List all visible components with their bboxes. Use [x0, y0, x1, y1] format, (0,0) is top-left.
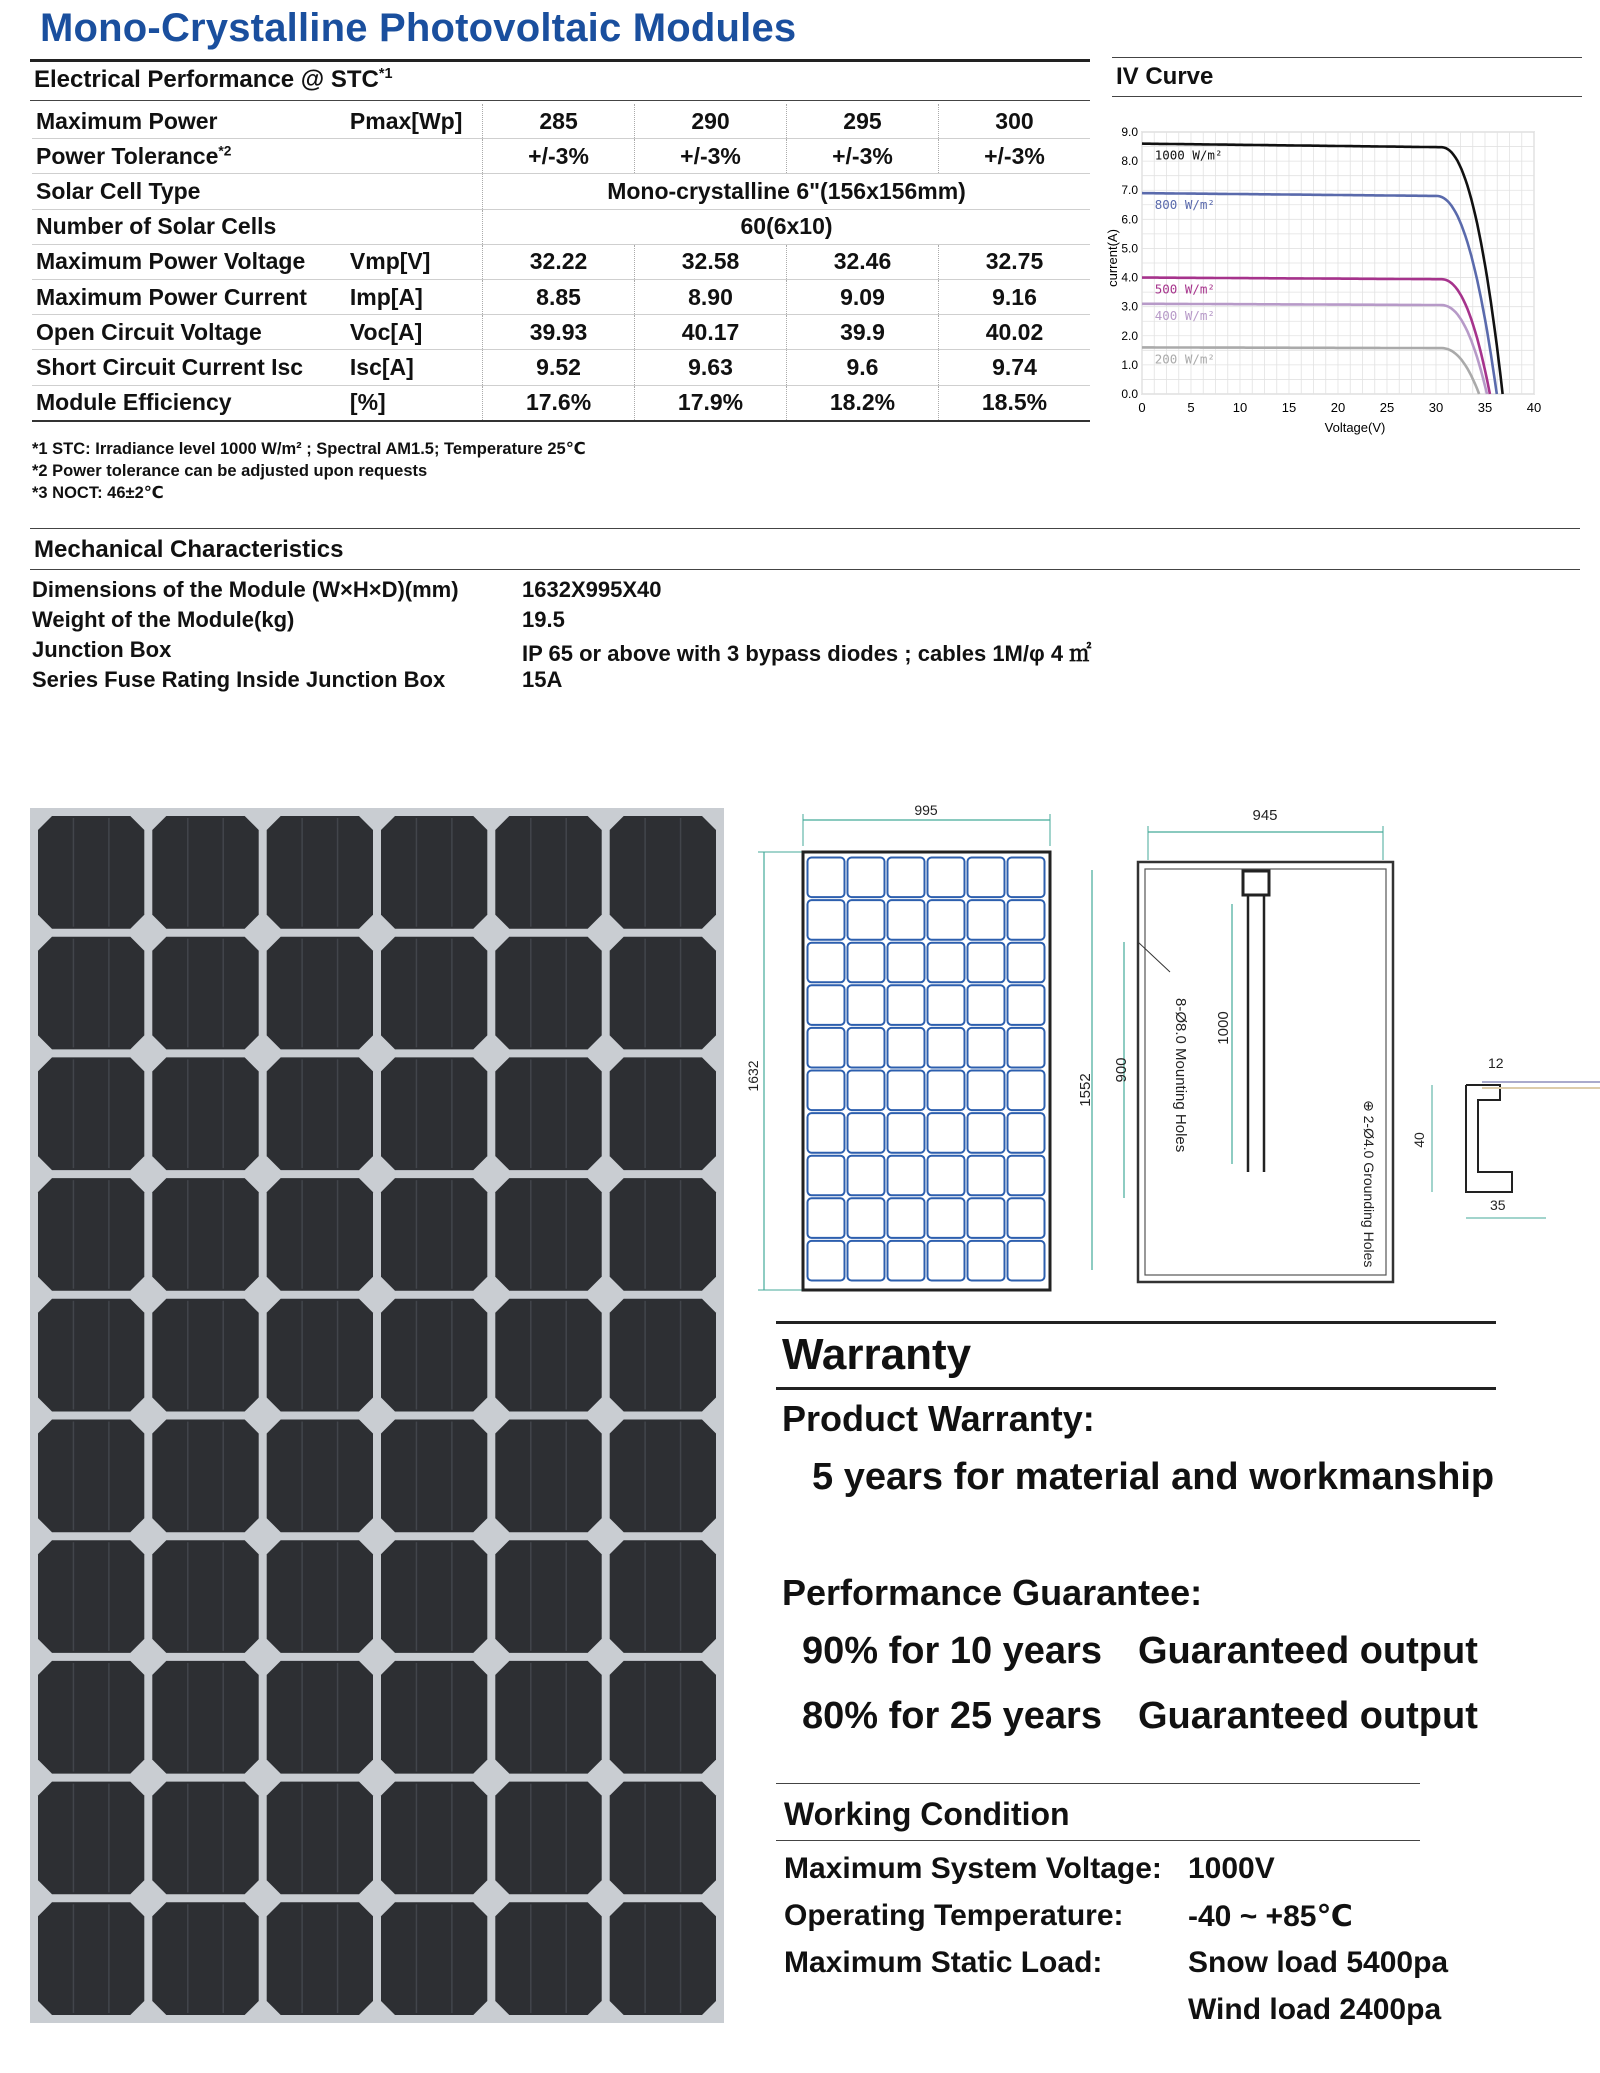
drawing-cell — [968, 1198, 1005, 1238]
panel-cell — [610, 1661, 716, 1774]
drawing-cell — [848, 900, 885, 940]
drawing-cell — [808, 900, 845, 940]
panel-cell — [381, 1902, 487, 2015]
mech-value-dimensions: 1632X995X40 — [522, 577, 662, 602]
panel-cell — [267, 1782, 373, 1895]
panel-cell — [267, 1661, 373, 1774]
front-height-label: 1632 — [745, 1060, 761, 1092]
panel-cell — [38, 1902, 144, 2015]
drawing-cell — [928, 1028, 965, 1068]
table-cell: 40.17 — [635, 315, 787, 350]
mech-label-fuse: Series Fuse Rating Inside Junction Box — [32, 667, 446, 692]
y-tick-label: 4.0 — [1121, 270, 1138, 285]
drawing-cell — [968, 1156, 1005, 1196]
drawing-cell — [928, 900, 965, 940]
working-label-temperature: Operating Temperature: — [784, 1899, 1124, 1932]
series-label: 500 W/m² — [1154, 281, 1215, 297]
panel-cell — [495, 937, 601, 1050]
panel-cell — [495, 1057, 601, 1170]
panel-cell — [381, 1782, 487, 1895]
table-cell: +/-3% — [787, 139, 939, 174]
row-label: Solar Cell Type — [32, 174, 346, 209]
panel-cell — [381, 1540, 487, 1653]
section-rule — [776, 1321, 1496, 1324]
rear-width-label: 945 — [1252, 807, 1278, 824]
x-tick-label: 25 — [1379, 400, 1395, 415]
table-cell: 9.09 — [787, 279, 939, 314]
drawing-cell — [848, 1241, 885, 1281]
table-cell: 290 — [635, 104, 787, 139]
drawing-cell — [808, 1198, 845, 1238]
panel-cell — [152, 937, 258, 1050]
hole-spacing-label: 900 — [1113, 1057, 1130, 1083]
row-unit: Vmp[V] — [346, 244, 483, 279]
row-label: Maximum Power Voltage — [32, 244, 346, 279]
panel-cell — [152, 1057, 258, 1170]
y-tick-label: 7.0 — [1121, 183, 1138, 198]
row-span-value: 60(6x10) — [483, 209, 1090, 244]
panel-cell — [610, 937, 716, 1050]
drawing-cell — [1008, 1198, 1045, 1238]
performance-text-25: Guaranteed output — [1138, 1695, 1478, 1737]
mech-value-junction: IP 65 or above with 3 bypass diodes ; cables 1M/φ 4 ㎡ — [522, 641, 1092, 666]
x-tick-label: 20 — [1330, 400, 1346, 415]
drawing-cell — [808, 1071, 845, 1111]
panel-cell — [267, 1178, 373, 1291]
note-3: *3 NOCT: 46±2℃ — [32, 484, 164, 502]
drawing-cell — [928, 858, 965, 898]
drawing-cell — [888, 900, 925, 940]
drawing-cell — [968, 985, 1005, 1025]
drawing-cell — [1008, 900, 1045, 940]
module-drawings — [740, 800, 1600, 1310]
drawing-cell — [928, 1156, 965, 1196]
panel-cell — [267, 1299, 373, 1412]
iv-curve-heading: IV Curve — [1116, 63, 1214, 90]
panel-cell — [495, 1420, 601, 1533]
table-cell: +/-3% — [635, 139, 787, 174]
panel-cell — [381, 937, 487, 1050]
performance-text-10: Guaranteed output — [1138, 1630, 1478, 1672]
panel-cell — [38, 1178, 144, 1291]
section-rule — [30, 59, 1090, 62]
table-cell: 18.5% — [938, 385, 1090, 421]
working-value-wind-load: Wind load 2400pa — [1188, 1993, 1442, 2026]
table-row — [32, 174, 1090, 209]
y-tick-label: 3.0 — [1121, 299, 1138, 314]
drawing-cell — [848, 1028, 885, 1068]
drawing-cell — [928, 985, 965, 1025]
table-cell: +/-3% — [483, 139, 635, 174]
table-cell: 40.02 — [938, 315, 1090, 350]
grounding-holes-label: ⊕ 2-Ø4.0 Grounding Holes — [1361, 1100, 1377, 1268]
drawing-cell — [1008, 1156, 1045, 1196]
x-tick-label: 40 — [1526, 400, 1542, 415]
drawing-cell — [808, 985, 845, 1025]
drawing-cell — [928, 1071, 965, 1111]
mech-label-junction: Junction Box — [32, 637, 172, 662]
panel-cell — [152, 816, 258, 929]
page-title: Mono-Crystalline Photovoltaic Modules — [40, 6, 797, 50]
drawing-cell — [968, 858, 1005, 898]
mech-value-weight: 19.5 — [522, 607, 565, 632]
series-label: 400 W/m² — [1154, 307, 1215, 323]
table-row — [32, 209, 1090, 244]
panel-cell — [495, 1782, 601, 1895]
panel-cell — [38, 1782, 144, 1895]
drawing-cell — [808, 1156, 845, 1196]
y-tick-label: 5.0 — [1121, 241, 1138, 256]
section-rule — [30, 528, 1580, 529]
panel-cell — [495, 816, 601, 929]
row-label: Maximum Power Current — [32, 279, 346, 314]
table-cell: 39.9 — [787, 315, 939, 350]
electrical-table — [32, 104, 1090, 422]
y-tick-label: 2.0 — [1121, 328, 1138, 343]
drawing-cell — [888, 858, 925, 898]
drawing-cell — [1008, 1113, 1045, 1153]
row-label: Power Tolerance$^{*2}$ — [32, 139, 346, 174]
y-tick-label: 0.0 — [1121, 387, 1138, 401]
drawing-cell — [888, 1156, 925, 1196]
table-row — [32, 350, 1090, 385]
drawing-cell — [888, 943, 925, 983]
table-cell: 32.75 — [938, 244, 1090, 279]
panel-cell — [495, 1661, 601, 1774]
x-tick-label: 0 — [1138, 400, 1146, 415]
drawing-cell — [848, 1113, 885, 1153]
drawing-cell — [888, 1198, 925, 1238]
panel-cell — [38, 1299, 144, 1412]
row-unit: Imp[A] — [346, 279, 483, 314]
rear-view-drawing — [1077, 807, 1393, 1282]
mech-label-weight: Weight of the Module(kg) — [32, 607, 295, 632]
solar-panel-photo — [30, 808, 724, 2023]
electrical-notes — [32, 438, 586, 504]
working-value-temperature: -40 ~ +85℃ — [1188, 1900, 1353, 1933]
drawing-cell — [928, 1241, 965, 1281]
panel-cell — [381, 1661, 487, 1774]
x-axis-label: Voltage(V) — [1324, 420, 1386, 435]
x-tick-label: 10 — [1232, 400, 1248, 415]
panel-cell — [38, 1420, 144, 1533]
panel-cell — [610, 1420, 716, 1533]
table-cell: 9.63 — [635, 350, 787, 385]
row-label: Short Circuit Current Isc — [32, 350, 346, 385]
x-tick-label: 35 — [1477, 400, 1493, 415]
table-row — [32, 385, 1090, 421]
y-tick-label: 8.0 — [1121, 154, 1138, 169]
table-row — [32, 244, 1090, 279]
panel-cell — [610, 1299, 716, 1412]
panel-cell — [38, 1661, 144, 1774]
table-cell: 17.9% — [635, 385, 787, 421]
row-label: Open Circuit Voltage — [32, 315, 346, 350]
panel-cell — [152, 1661, 258, 1774]
drawing-cell — [968, 900, 1005, 940]
profile-width-label: 35 — [1490, 1197, 1506, 1213]
drawing-cell — [1008, 985, 1045, 1025]
table-row — [32, 104, 1090, 139]
drawing-cell — [1008, 1241, 1045, 1281]
table-row — [32, 315, 1090, 350]
table-cell: 17.6% — [483, 385, 635, 421]
drawing-cell — [968, 1113, 1005, 1153]
table-cell: 9.74 — [938, 350, 1090, 385]
drawing-cell — [968, 1241, 1005, 1281]
y-axis-label: current(A) — [1105, 229, 1120, 287]
working-heading: Working Condition — [784, 1796, 1070, 1832]
working-value-snow-load: Snow load 5400pa — [1188, 1946, 1449, 1979]
panel-cell — [610, 1540, 716, 1653]
panel-cell — [610, 1178, 716, 1291]
series-label: 1000 W/m² — [1154, 147, 1223, 163]
drawing-cell — [968, 1028, 1005, 1068]
series-label: 800 W/m² — [1154, 197, 1215, 213]
panel-cell — [267, 1420, 373, 1533]
section-rule — [1112, 96, 1582, 97]
x-tick-label: 15 — [1281, 400, 1297, 415]
note-1: *1 STC: Irradiance level 1000 W/m² ; Spectral AM1.5; Temperature 25℃ — [32, 440, 586, 458]
drawing-cell — [848, 985, 885, 1025]
drawing-cell — [888, 1028, 925, 1068]
row-unit: [%] — [346, 385, 483, 421]
panel-cell — [381, 816, 487, 929]
drawing-cell — [928, 1198, 965, 1238]
warranty-heading: Warranty — [782, 1330, 972, 1379]
drawing-cell — [848, 1071, 885, 1111]
row-unit: Isc[A] — [346, 350, 483, 385]
panel-cell — [610, 1782, 716, 1895]
table-cell: 32.58 — [635, 244, 787, 279]
panel-cell — [267, 1902, 373, 2015]
panel-cell — [610, 816, 716, 929]
panel-cell — [152, 1540, 258, 1653]
front-view-drawing — [745, 802, 1050, 1290]
drawing-cell — [928, 943, 965, 983]
table-cell: 32.46 — [787, 244, 939, 279]
panel-cell — [38, 937, 144, 1050]
drawing-cell — [888, 1241, 925, 1281]
row-unit — [346, 209, 483, 244]
drawing-cell — [808, 943, 845, 983]
drawing-cell — [888, 985, 925, 1025]
table-cell: 9.6 — [787, 350, 939, 385]
drawing-cell — [968, 1071, 1005, 1111]
panel-cell — [267, 1057, 373, 1170]
row-label: Maximum Power — [32, 104, 346, 139]
drawing-cell — [968, 943, 1005, 983]
panel-cell — [495, 1902, 601, 2015]
table-cell: 8.85 — [483, 279, 635, 314]
product-warranty-heading: Product Warranty: — [782, 1398, 1095, 1439]
panel-cell — [610, 1057, 716, 1170]
y-tick-label: 9.0 — [1121, 125, 1138, 139]
drawing-cell — [848, 858, 885, 898]
panel-cell — [381, 1178, 487, 1291]
panel-cell — [495, 1299, 601, 1412]
drawing-cell — [1008, 943, 1045, 983]
drawing-cell — [888, 1113, 925, 1153]
panel-cell — [610, 1902, 716, 2015]
panel-cell — [152, 1299, 258, 1412]
row-unit — [346, 139, 483, 174]
section-rule — [30, 100, 1090, 101]
panel-cell — [267, 937, 373, 1050]
table-cell: 39.93 — [483, 315, 635, 350]
profile-top-label: 12 — [1488, 1055, 1504, 1071]
mounting-holes-label: 8-Ø8.0 Mounting Holes — [1172, 998, 1189, 1153]
drawing-cell — [1008, 1071, 1045, 1111]
drawing-cell — [1008, 858, 1045, 898]
panel-cell — [38, 1057, 144, 1170]
section-rule — [776, 1783, 1420, 1784]
drawing-cell — [808, 1028, 845, 1068]
panel-cell — [152, 1782, 258, 1895]
table-cell: 8.90 — [635, 279, 787, 314]
row-label: Number of Solar Cells — [32, 209, 346, 244]
drawing-cell — [808, 1241, 845, 1281]
row-unit: Pmax[Wp] — [346, 104, 483, 139]
panel-cell — [267, 1540, 373, 1653]
panel-cell — [495, 1178, 601, 1291]
section-rule — [776, 1387, 1496, 1390]
drawing-cell — [848, 1156, 885, 1196]
table-row — [32, 139, 1090, 174]
electrical-heading: Electrical Performance @ STC$^{*1}$ — [34, 66, 393, 93]
x-tick-label: 5 — [1187, 400, 1195, 415]
row-label: Module Efficiency — [32, 385, 346, 421]
table-cell: 295 — [787, 104, 939, 139]
table-cell: 9.16 — [938, 279, 1090, 314]
panel-cell — [152, 1178, 258, 1291]
x-tick-label: 30 — [1428, 400, 1444, 415]
table-cell: 300 — [938, 104, 1090, 139]
working-label-voltage: Maximum System Voltage: — [784, 1852, 1162, 1885]
y-tick-label: 1.0 — [1121, 357, 1138, 372]
panel-cell — [152, 1902, 258, 2015]
panel-cell — [152, 1420, 258, 1533]
panel-cell — [495, 1540, 601, 1653]
table-cell: +/-3% — [938, 139, 1090, 174]
performance-pct-25: 80% for 25 years — [802, 1695, 1102, 1737]
working-value-voltage: 1000V — [1188, 1852, 1275, 1885]
iv-curve-chart — [1100, 120, 1580, 450]
rear-height-label: 1552 — [1077, 1073, 1094, 1107]
mech-value-fuse: 15A — [522, 667, 563, 692]
table-row — [32, 279, 1090, 314]
drawing-cell — [848, 1198, 885, 1238]
panel-cell — [381, 1299, 487, 1412]
drawing-cell — [928, 1113, 965, 1153]
working-label-load: Maximum Static Load: — [784, 1946, 1103, 1979]
front-width-label: 995 — [914, 802, 938, 818]
table-cell: 18.2% — [787, 385, 939, 421]
frame-profile-drawing — [1411, 1055, 1600, 1218]
row-unit — [346, 174, 483, 209]
drawing-cell — [888, 1071, 925, 1111]
drawing-cell — [808, 858, 845, 898]
performance-heading: Performance Guarantee: — [782, 1572, 1203, 1613]
panel-cell — [381, 1420, 487, 1533]
section-rule — [776, 1840, 1420, 1841]
mech-label-dimensions: Dimensions of the Module (W×H×D)(mm) — [32, 577, 459, 602]
section-rule — [30, 569, 1580, 570]
profile-depth-label: 40 — [1411, 1132, 1427, 1148]
table-cell: 32.22 — [483, 244, 635, 279]
note-2: *2 Power tolerance can be adjusted upon requests — [32, 462, 428, 480]
mechanical-heading: Mechanical Characteristics — [34, 536, 344, 563]
product-warranty-text: 5 years for material and workmanship — [812, 1456, 1495, 1498]
panel-cell — [267, 816, 373, 929]
panel-cell — [38, 816, 144, 929]
y-tick-label: 6.0 — [1121, 212, 1138, 227]
section-rule — [1112, 57, 1582, 58]
panel-cell — [381, 1057, 487, 1170]
performance-pct-10: 90% for 10 years — [802, 1630, 1102, 1672]
row-span-value: Mono-crystalline 6"(156x156mm) — [483, 174, 1090, 209]
table-cell: 285 — [483, 104, 635, 139]
drawing-cell — [1008, 1028, 1045, 1068]
drawing-cell — [848, 943, 885, 983]
drawing-cell — [808, 1113, 845, 1153]
row-unit: Voc[A] — [346, 315, 483, 350]
series-label: 200 W/m² — [1154, 351, 1215, 367]
cable-length-label: 1000 — [1215, 1011, 1232, 1045]
panel-cell — [38, 1540, 144, 1653]
table-cell: 9.52 — [483, 350, 635, 385]
